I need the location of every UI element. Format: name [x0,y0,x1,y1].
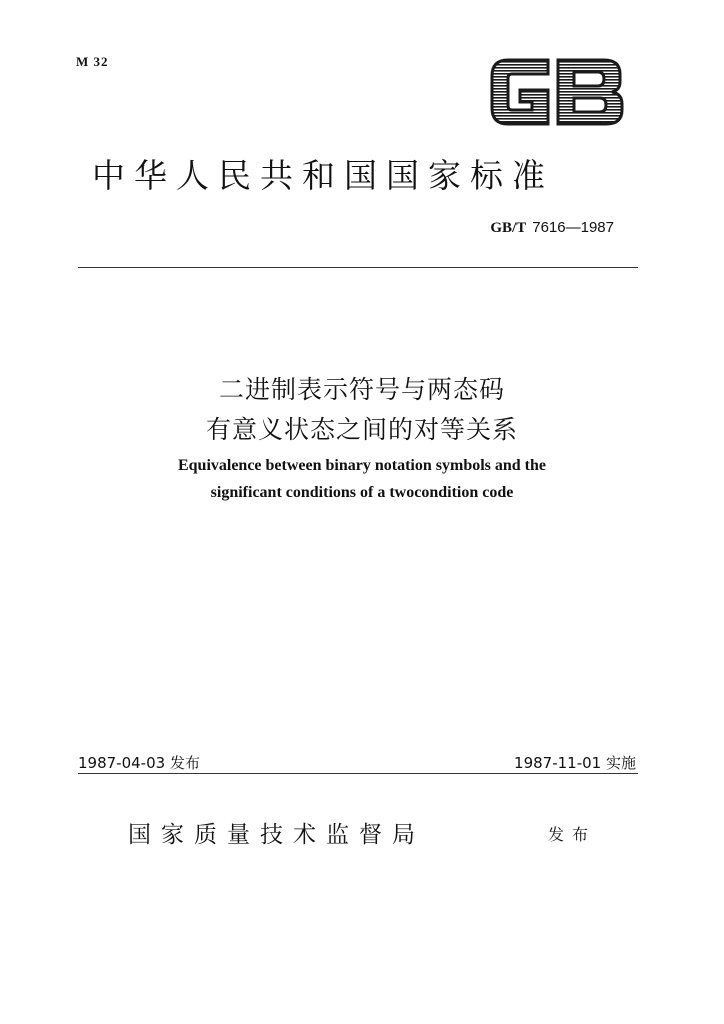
issue-date: 1987-04-03 发布 [78,754,200,772]
classification-code: M 32 [76,54,109,69]
logo-letter-g [492,60,548,124]
national-standard-title: 中华人民共和国国家标准 [92,156,554,195]
standard-number [490,218,614,237]
issue-action: 发布 [548,825,597,844]
implementation-date: 1987-11-01 实施 [514,754,636,772]
english-title-line-2: significant conditions of a twocondition code [210,484,514,501]
standard-number-prefix: GB/T [490,220,527,236]
footer-divider [78,773,638,774]
issuing-authority: 国家质量技术监督局 [128,822,425,848]
standard-number-value: 7616—1987 [532,219,614,236]
chinese-title-line-1: 二进制表示符号与两态码 [218,375,505,404]
english-title-line-1: Equivalence between binary notation symbols and the [177,457,547,474]
chinese-title-line-2: 有意义状态之间的对等关系 [205,415,518,444]
logo-letter-b [558,60,622,124]
gb-logo [486,52,628,132]
header-divider [78,267,638,268]
